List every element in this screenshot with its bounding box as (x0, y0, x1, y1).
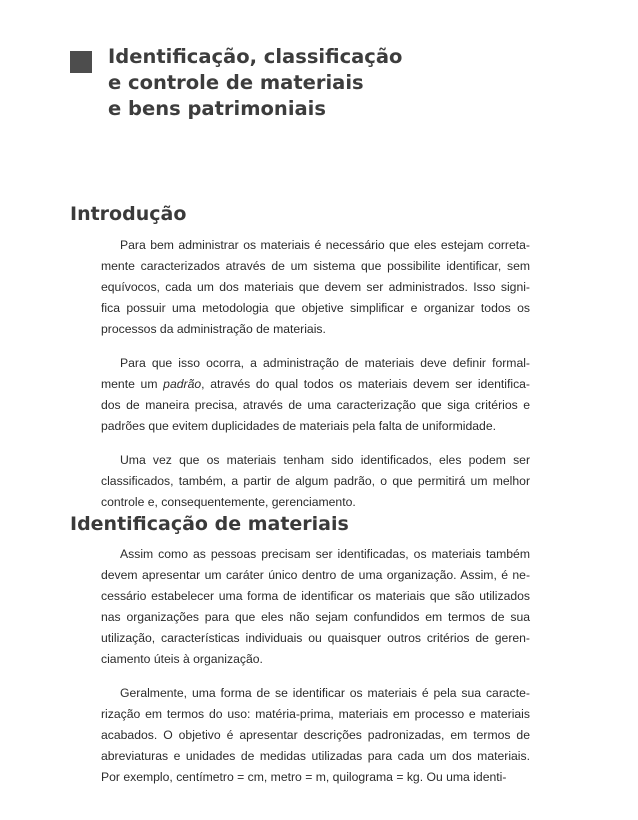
paragraph-line: fica possuir uma metodologia que objetive simplificar e organizar todos os (101, 301, 530, 315)
paragraph-line: equívocos, cada um dos materiais que devem ser administrados. Isso signi- (101, 280, 530, 294)
chapter-title-line: e bens patrimoniais (108, 97, 326, 120)
paragraph-line: padrões que evitem duplicidades de materiais pela falta de uniformidade. (101, 419, 496, 433)
section-heading-introducao: Introdução (70, 203, 187, 225)
paragraph-line: ciamento úteis à organização. (101, 652, 263, 666)
paragraph (101, 683, 530, 788)
paragraph-line: processos da administração de materiais. (101, 322, 326, 336)
paragraph-line: Assim como as pessoas precisam ser identificadas, os materiais também (120, 547, 530, 561)
paragraph-line: classificados, também, a partir de algum padrão, o que permitirá um melhor (101, 474, 530, 488)
chapter-title (108, 44, 402, 122)
paragraph-line: Geralmente, uma forma de se identificar os materiais é pela sua caracte- (120, 686, 530, 700)
paragraph-line: acabados. O objetivo é apresentar descrições padronizadas, em termos de (101, 728, 530, 742)
section-body-identificacao (101, 544, 530, 801)
paragraph (101, 353, 530, 437)
paragraph (101, 450, 530, 513)
paragraph-line: Para bem administrar os materiais é necessário que eles estejam correta- (120, 238, 530, 252)
paragraph-line: Por exemplo, centímetro = cm, metro = m, quilograma = kg. Ou uma identi- (101, 770, 507, 784)
section-body-introducao (101, 235, 530, 526)
chapter-marker-square (70, 51, 92, 73)
paragraph-line: mente caracterizados através de um sistema que possibilite identificar, sem (101, 259, 530, 273)
chapter-title-line: e controle de materiais (108, 71, 364, 94)
paragraph-line: Uma vez que os materiais tenham sido identificados, eles podem ser (120, 453, 530, 467)
paragraph (101, 544, 530, 670)
paragraph (101, 235, 530, 340)
paragraph-line: dos de maneira precisa, através de uma caracterização que siga critérios e (101, 398, 530, 412)
paragraph-line: devem apresentar um caráter único dentro de uma organização. Assim, é ne- (101, 568, 530, 582)
paragraph-line: abreviaturas e unidades de medidas utilizadas para cada um dos materiais. (101, 749, 530, 763)
paragraph-line: utilização, características individuais ou quaisquer outros critérios de geren- (101, 631, 530, 645)
paragraph-line: Para que isso ocorra, a administração de materiais deve definir formal- (120, 356, 530, 370)
paragraph-line: mente um padrão, através do qual todos os materiais devem ser identifica- (101, 377, 530, 391)
chapter-header (70, 44, 402, 122)
paragraph-line: cessário estabelecer uma forma de identificar os materiais que são utilizados (101, 589, 530, 603)
paragraph-line: nas organizações para que eles não sejam confundidos em termos de sua (101, 610, 530, 624)
emphasis: padrão (163, 377, 202, 391)
chapter-title-line: Identificação, classificação (108, 45, 403, 68)
paragraph-line: controle e, consequentemente, gerenciamento. (101, 495, 356, 509)
section-heading-identificacao: Identificação de materiais (70, 513, 349, 535)
paragraph-line: rização em termos do uso: matéria-prima, materiais em processo e materiais (101, 707, 530, 721)
